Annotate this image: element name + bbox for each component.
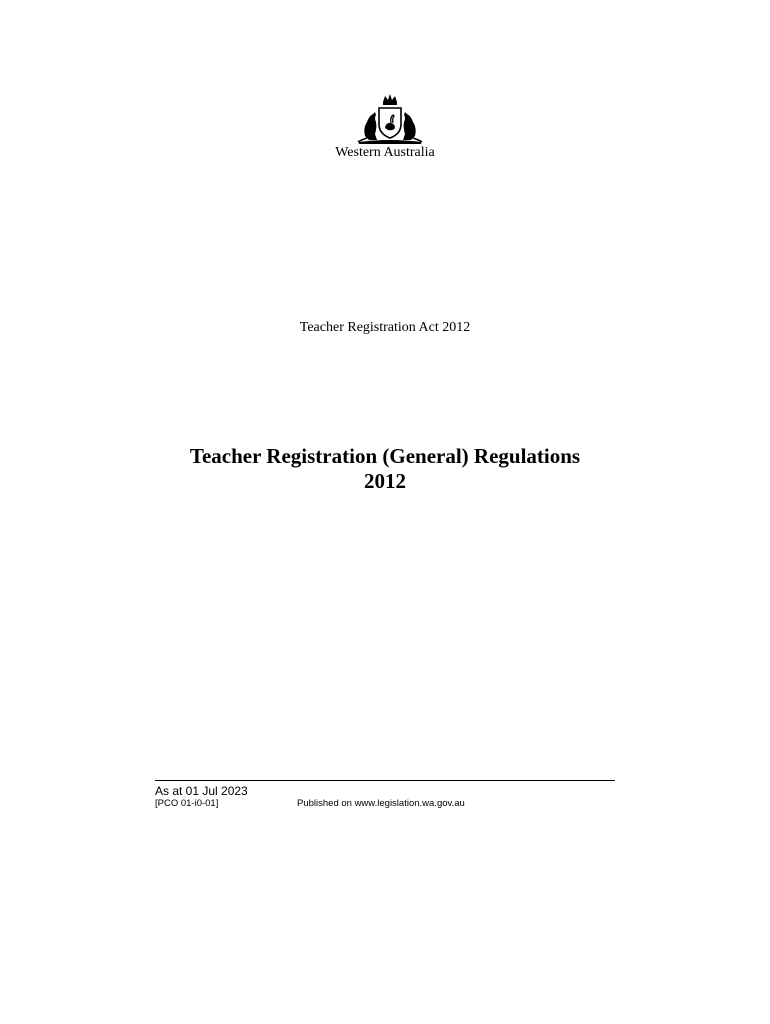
pco-code: [PCO 01-i0-01]	[155, 798, 219, 809]
regulation-title-line-1: Teacher Registration (General) Regulations	[189, 444, 581, 468]
coat-of-arms-icon	[355, 92, 425, 144]
regulation-title-line-2: 2012	[364, 469, 406, 493]
as-at-date: As at 01 Jul 2023	[155, 784, 248, 798]
jurisdiction-label: Western Australia	[335, 145, 435, 160]
footer-divider	[155, 780, 615, 781]
regulation-title	[0, 444, 770, 494]
act-name: Teacher Registration Act 2012	[299, 320, 471, 335]
published-note: Published on www.legislation.wa.gov.au	[297, 798, 465, 809]
